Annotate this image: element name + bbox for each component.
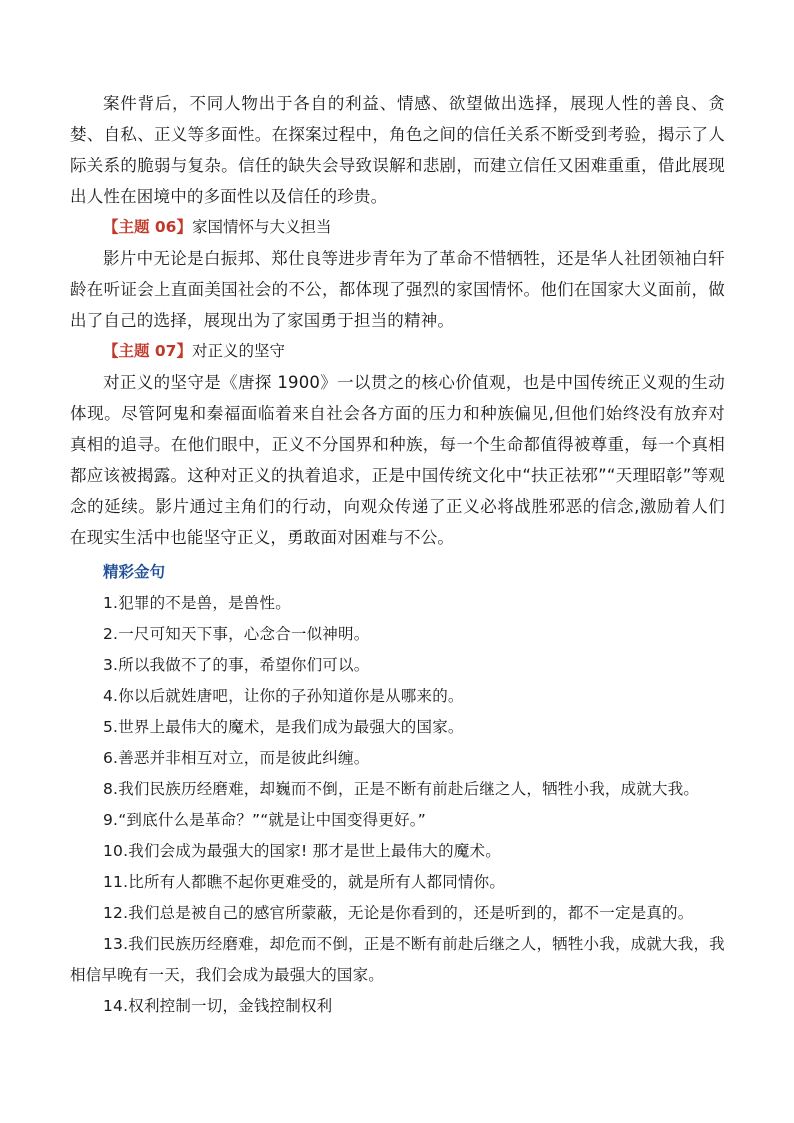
quote-item: 6.善恶并非相互对立，而是彼此纠缠。: [103, 749, 370, 767]
quote-item: 1.犯罪的不是兽，是兽性。: [103, 594, 291, 612]
theme-06-heading: [70, 212, 725, 243]
theme-07-tag: 【主题 07】: [103, 342, 192, 360]
quote-item: 11.比所有人都瞧不起你更难受的，就是所有人都同情你。: [103, 873, 506, 891]
quote-item: 9.“到底什么是革命？”“就是让中国变得更好。”: [103, 811, 426, 829]
quote-item: 5.世界上最伟大的魔术，是我们成为最强大的国家。: [103, 718, 464, 736]
theme-06-tag: 【主题 06】: [103, 218, 192, 236]
quotes-section-title: 精彩金句: [103, 563, 166, 581]
quote-item: 13.我们民族历经磨难，却危而不倒，正是不断有前赴后继之人，牺牲小我，成就大我，我相信早晚有一天，我们会成为最强大的国家。: [70, 935, 725, 984]
document-page: [70, 88, 725, 1022]
quote-item: 2.一尺可知天下事，心念合一似神明。: [103, 625, 370, 643]
quote-list: [70, 588, 725, 1022]
quote-item: 14.权利控制一切，金钱控制权利: [103, 997, 333, 1015]
theme-07-title: 对正义的坚守: [191, 342, 285, 360]
quote-item: 8.我们民族历经磨难，却巍而不倒，正是不断有前赴后继之人，牺牲小我，成就大我。: [103, 780, 700, 798]
quote-item: 4.你以后就姓唐吧，让你的子孙知道你是从哪来的。: [103, 687, 464, 705]
quote-item: 12.我们总是被自己的感官所蒙蔽，无论是你看到的，还是听到的，都不一定是真的。: [103, 904, 694, 922]
quote-item: 10.我们会成为最强大的国家! 那才是世上最伟大的魔术。: [103, 842, 501, 860]
theme-07-heading: [70, 336, 725, 367]
quote-item: 3.所以我做不了的事，希望你们可以。: [103, 656, 370, 674]
paragraph-human-nature: 案件背后，不同人物出于各自的利益、情感、欲望做出选择，展现人性的善良、贪婪、自私、正义等多面性。在探案过程中，角色之间的信任关系不断受到考验，揭示了人际关系的脆弱与复杂。信任的缺失会导致误解和悲剧，而建立信任又困难重重，借此展现出人性在困境中的多面性以及信任的珍贵。: [70, 94, 725, 206]
paragraph-justice: 对正义的坚守是《唐探 1900》一以贯之的核心价值观，也是中国传统正义观的生动体现。尽管阿鬼和秦福面临着来自社会各方面的压力和种族偏见,但他们始终没有放弃对真相的追寻。在他们眼中，正义不分国界和种族，每一个生命都值得被尊重，每一个真相都应该被揭露。这种对正义的执着追求，正是中国传统文化中“扶正祛邪”“天理昭彰”等观念的延续。影片通过主角们的行动，向观众传递了正义必将战胜邪恶的信念,激励着人们在现实生活中也能坚守正义，勇敢面对困难与不公。: [70, 373, 725, 547]
paragraph-patriotism: 影片中无论是白振邦、郑仕良等进步青年为了革命不惜牺牲，还是华人社团领袖白轩龄在听证会上直面美国社会的不公，都体现了强烈的家国情怀。他们在国家大义面前，做出了自己的选择，展现出为了家国勇于担当的精神。: [70, 249, 725, 330]
theme-06-title: 家国情怀与大义担当: [191, 218, 332, 236]
